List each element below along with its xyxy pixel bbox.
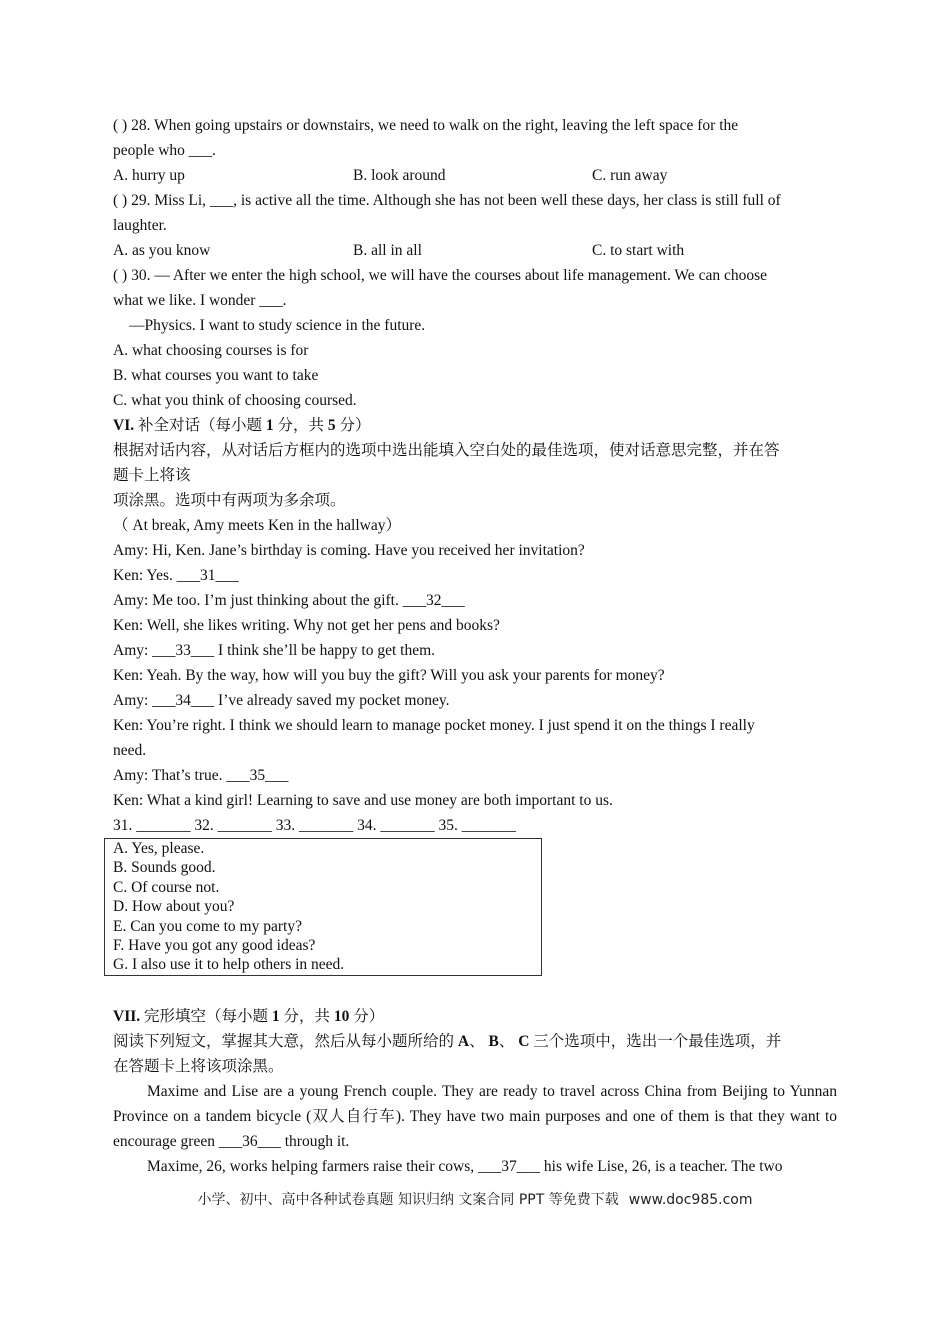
- points-per-item: 1: [265, 417, 274, 434]
- section-6-instruction-cont: 项涂黑。选项中有两项为多余项。: [113, 492, 346, 509]
- dialogue-setting: （ At break, Amy meets Ken in the hallway）: [113, 517, 401, 534]
- dialogue: [113, 538, 837, 813]
- question-29-stem: ( ) 29. Miss Li, ___, is active all the time. Although she has not been well these days, her class is still full of: [113, 192, 781, 209]
- dialogue-line: Ken: Well, she likes writing. Why not get her pens and books?: [113, 617, 500, 634]
- dialogue-line: Amy: ___34___ I’ve already saved my pocket money.: [113, 692, 450, 709]
- title-text: 完形填空（每小题: [140, 1007, 272, 1025]
- instruction-text: 三个选项中，选出一个最佳选项，并: [529, 1032, 782, 1050]
- question-29-stem-cont: laughter.: [113, 217, 167, 234]
- option-c: C. what you think of choosing coursed.: [113, 392, 357, 409]
- dialogue-line: Ken: Yes. ___31___: [113, 567, 239, 584]
- section-7-instruction: [113, 1029, 837, 1054]
- dialogue-line: Amy: ___33___ I think she’ll be happy to get them.: [113, 642, 436, 659]
- title-text: 补全对话（每小题: [134, 417, 266, 434]
- separator: 、: [469, 1032, 489, 1050]
- option-letter-c: C: [518, 1032, 530, 1050]
- page-footer: [0, 1188, 950, 1212]
- option-b: B. what courses you want to take: [113, 367, 319, 384]
- choice-item: D. How about you?: [113, 898, 235, 916]
- option-a: A. what choosing courses is for: [113, 342, 309, 359]
- spacer: [113, 976, 837, 1004]
- question-29-options: [113, 238, 837, 263]
- option-c: C. to start with: [592, 242, 685, 259]
- dialogue-line: Amy: That’s true. ___35___: [113, 767, 289, 784]
- instruction-text: 阅读下列短文，掌握其大意，然后从每小题所给的: [113, 1032, 458, 1050]
- section-6-instruction-cont: 题卡上将该: [113, 467, 191, 484]
- separator: 、: [498, 1032, 519, 1050]
- title-text: 分）: [349, 1007, 385, 1025]
- question-30-reply: —Physics. I want to study science in the future.: [129, 317, 426, 334]
- points-per-item: 1: [271, 1007, 280, 1025]
- choice-item: C. Of course not.: [113, 878, 220, 896]
- dialogue-line: Ken: You’re right. I think we should learn to manage pocket money. I just spend it on the things I really: [113, 717, 755, 734]
- dialogue-line: Ken: Yeah. By the way, how will you buy the gift? Will you ask your parents for money?: [113, 667, 665, 684]
- answer-blanks: 31. _______ 32. _______ 33. _______ 34. _______ 35. _______: [113, 817, 516, 834]
- passage-paragraph: Maxime, 26, works helping farmers raise their cows, ___37___ his wife Lise, 26, is a teacher. The two: [147, 1157, 783, 1175]
- choices-box: [104, 838, 542, 976]
- section-numeral: VII.: [113, 1007, 141, 1025]
- choice-item: G. I also use it to help others in need.: [113, 956, 345, 974]
- question-28-options: [113, 163, 837, 188]
- question-28-stem: ( ) 28. When going upstairs or downstairs, we need to walk on the right, leaving the left space for the: [113, 117, 739, 134]
- option-a: A. as you know: [113, 242, 211, 259]
- dialogue-line: Amy: Me too. I’m just thinking about the gift. ___32___: [113, 592, 465, 609]
- question-28-stem-cont: people who ___.: [113, 142, 216, 159]
- dialogue-line: Amy: Hi, Ken. Jane’s birthday is coming. Have you received her invitation?: [113, 542, 585, 559]
- question-30-stem: ( ) 30. — After we enter the high school, we will have the courses about life management. We can choose: [113, 267, 767, 284]
- section-6-instruction: 根据对话内容，从对话后方框内的选项中选出能填入空白处的最佳选项，使对话意思完整，并在答: [113, 442, 780, 459]
- choice-item: F. Have you got any good ideas?: [113, 937, 316, 955]
- section-numeral: VI.: [113, 417, 135, 434]
- option-b: B. look around: [353, 167, 446, 184]
- section-7-instruction-cont: 在答题卡上将该项涂黑。: [113, 1057, 284, 1075]
- exam-page: [113, 113, 837, 1179]
- points-total: 5: [327, 417, 336, 434]
- section-7-title: [113, 1004, 837, 1029]
- option-letter-a: A: [457, 1032, 470, 1050]
- option-letter-b: B: [488, 1032, 499, 1050]
- choice-item: B. Sounds good.: [113, 859, 216, 877]
- section-6-title: [113, 413, 837, 438]
- choice-item: E. Can you come to my party?: [113, 917, 302, 935]
- footer-website: www.doc985.com: [628, 1192, 753, 1208]
- title-text: 分，共: [273, 417, 328, 434]
- option-a: A. hurry up: [113, 167, 185, 184]
- points-total: 10: [333, 1007, 350, 1025]
- title-text: 分，共: [279, 1007, 334, 1025]
- title-text: 分）: [335, 417, 371, 434]
- footer-text: 小学、初中、高中各种试卷真题 知识归纳 文案合同 PPT 等免费下载: [197, 1192, 619, 1208]
- passage-paragraph: Maxime and Lise are a young French couple. They are ready to travel across China from Beijing to Yunnan Province on a tandem bicycle (双人自行车). They have two main purposes and one of them is that they want to encourage green ___36___ through it.: [113, 1082, 837, 1150]
- choice-item: A. Yes, please.: [113, 840, 205, 857]
- option-b: B. all in all: [353, 242, 422, 259]
- dialogue-line: Ken: What a kind girl! Learning to save and use money are both important to us.: [113, 792, 613, 809]
- option-c: C. run away: [592, 167, 668, 184]
- question-30-stem-cont: what we like. I wonder ___.: [113, 292, 287, 309]
- dialogue-line: need.: [113, 742, 147, 759]
